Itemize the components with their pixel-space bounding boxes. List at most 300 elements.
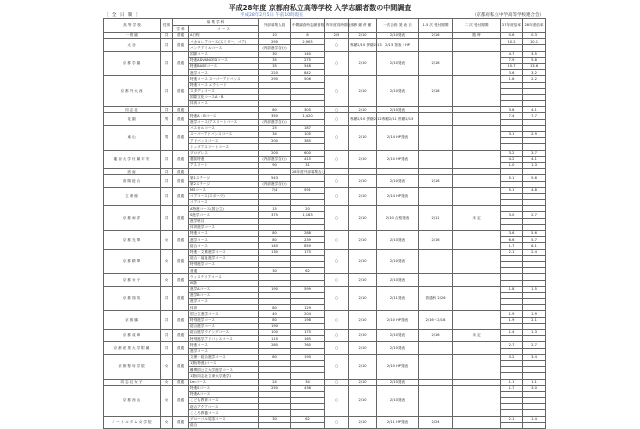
mid-period bbox=[419, 150, 453, 169]
ratio-28: 1.3 bbox=[523, 162, 546, 168]
ratio-27: 3.6 bbox=[501, 231, 523, 237]
school-name: 一燈園 bbox=[104, 33, 161, 39]
sex: 共 bbox=[161, 342, 173, 354]
applicants: 140 bbox=[291, 51, 325, 57]
second-period bbox=[453, 76, 501, 107]
quota: 80 bbox=[259, 107, 291, 113]
ratio-28: 13.6 bbox=[523, 63, 546, 69]
header-quota: 外部募集人員 bbox=[259, 19, 291, 33]
ratio-27: 1.8 bbox=[501, 76, 523, 82]
school-name: 京都産業大学附属 bbox=[104, 342, 161, 354]
compare: ○ bbox=[325, 206, 349, 231]
quota: 80 bbox=[259, 237, 291, 243]
applicants: 859 bbox=[291, 243, 325, 249]
course: こころ教養コース bbox=[189, 410, 259, 416]
sex: 共 bbox=[161, 107, 173, 113]
mid-period: 2/16 bbox=[419, 33, 453, 39]
ratio-27: 15.7 bbox=[501, 63, 523, 69]
mid-period: 2/16～2/18 bbox=[419, 311, 453, 330]
sex: 共 bbox=[161, 286, 173, 311]
first-announce: 2/10発表 bbox=[377, 249, 419, 274]
table-row bbox=[104, 175, 546, 181]
applicants: 600 bbox=[291, 150, 325, 156]
ratio-28: 1.1 bbox=[523, 379, 546, 385]
exam-date: 専願2/10 併願2/12 bbox=[349, 113, 377, 125]
ratio-28: 2.2 bbox=[523, 76, 546, 82]
table-row bbox=[104, 330, 546, 336]
table-row bbox=[104, 113, 546, 119]
quota: 15 bbox=[259, 206, 291, 212]
ratio-27: 1.7 bbox=[501, 243, 523, 249]
compare: ○ bbox=[325, 113, 349, 125]
sex: 男 bbox=[161, 113, 173, 125]
course: スタディコース bbox=[189, 88, 259, 94]
applicants: 415 bbox=[291, 156, 325, 162]
compare: ○ bbox=[325, 187, 349, 206]
course: バンテアミルコース bbox=[189, 45, 259, 51]
school-name: 同志社 bbox=[104, 107, 161, 113]
ratio-27: 3.6 bbox=[501, 70, 523, 76]
second-period: 未 定 bbox=[453, 330, 501, 342]
applicants: 187 bbox=[291, 125, 325, 131]
department: 普通 bbox=[173, 39, 189, 51]
school-name: 花園 bbox=[104, 113, 161, 125]
applicants: 165 bbox=[291, 336, 325, 342]
table-row bbox=[104, 249, 546, 255]
second-period bbox=[453, 39, 501, 51]
table-row bbox=[104, 51, 546, 57]
exam-date: 2/10 bbox=[349, 385, 377, 416]
page-title: 平成28年度 京都府私立高等学校 入学志願者数の中間調査 bbox=[228, 4, 412, 12]
quota: (内部進学含む) bbox=[259, 119, 291, 125]
ratio-27: 1.7 bbox=[501, 385, 523, 391]
section-label: ［ 全 日 制 ］ bbox=[104, 13, 142, 18]
mid-period bbox=[419, 249, 453, 274]
course: 総合コース bbox=[189, 243, 259, 249]
course: プログレス bbox=[189, 150, 259, 156]
sex: 共 bbox=[161, 206, 173, 231]
department: 普通 bbox=[173, 169, 189, 175]
second-period bbox=[453, 311, 501, 330]
applicants: 436 bbox=[291, 385, 325, 391]
applicants: 842 bbox=[291, 70, 325, 76]
ratio-27: 1.4 bbox=[501, 330, 523, 336]
quota: (内部進学含む) bbox=[259, 181, 291, 187]
school-name: 京都聖母学院 bbox=[104, 354, 161, 379]
quota: 200 bbox=[259, 150, 291, 156]
course: A日程 bbox=[189, 33, 259, 39]
quota: 24 bbox=[259, 379, 291, 385]
table-row bbox=[104, 231, 546, 237]
course: グローバル英語コース bbox=[189, 416, 259, 422]
sex: 女 bbox=[161, 274, 173, 286]
compare: 2/5 bbox=[325, 33, 349, 39]
school-name: 京都外大西 bbox=[104, 76, 161, 107]
department: 普通 bbox=[173, 175, 189, 187]
ratio-28: 6.1 bbox=[523, 243, 546, 249]
compare: ○ bbox=[325, 39, 349, 51]
course: MSコース bbox=[189, 187, 259, 193]
first-announce: 2/10発表 bbox=[377, 51, 419, 76]
ratio-27: 7.9 bbox=[501, 57, 523, 63]
table-row bbox=[104, 342, 546, 348]
school-name: 京都両洋 bbox=[104, 206, 161, 231]
compare: ○ bbox=[325, 231, 349, 250]
ratio-27: 3.0 bbox=[501, 212, 523, 218]
ratio-27: 1.9 bbox=[501, 317, 523, 323]
sex: 女 bbox=[161, 231, 173, 250]
ratio-28: 4.1 bbox=[523, 107, 546, 113]
quota: 280 bbox=[259, 342, 291, 348]
course: 1類(同志社立命大学進学) bbox=[189, 373, 259, 379]
ratio-28 bbox=[523, 422, 546, 428]
school-name: ノートルダム女学院 bbox=[104, 416, 161, 428]
applicants: 62 bbox=[291, 268, 325, 274]
applicants: 506 bbox=[291, 76, 325, 82]
table-row bbox=[104, 187, 546, 193]
ratio-28: 3.4 bbox=[523, 354, 546, 360]
table-row bbox=[104, 385, 546, 391]
sex: 共 bbox=[161, 76, 173, 107]
applicants: 1,420 bbox=[291, 113, 325, 119]
applicants-table bbox=[103, 18, 546, 429]
ratio-28: 3.2 bbox=[523, 70, 546, 76]
course: 特進コース エクシード bbox=[189, 82, 259, 88]
quota: 25 bbox=[259, 125, 291, 131]
quota: 80 bbox=[259, 354, 291, 360]
mid-period: 2/16 bbox=[419, 231, 453, 250]
compare: ○ bbox=[325, 274, 349, 286]
course: 特別進学アドバンスコース bbox=[189, 336, 259, 342]
course: 国際文化コースA・B bbox=[189, 94, 259, 100]
first-announce: 2/10発表 bbox=[377, 342, 419, 354]
quota: 35 bbox=[259, 57, 291, 63]
header-first: 一次合格 発 表 日 bbox=[377, 19, 419, 33]
mid-period bbox=[419, 354, 453, 379]
compare: ○ bbox=[325, 379, 349, 385]
exam-date: 2/10 bbox=[349, 311, 377, 330]
applicants: 548 bbox=[291, 63, 325, 69]
second-period bbox=[453, 125, 501, 150]
header-course: コ ー ス bbox=[189, 26, 259, 33]
table-row bbox=[104, 274, 546, 280]
course: こども教育コース bbox=[189, 398, 259, 404]
ratio-27: 3.2 bbox=[501, 354, 523, 360]
quota: 375 bbox=[259, 212, 291, 218]
first-announce: 2/10発表 bbox=[377, 379, 419, 385]
table-row bbox=[104, 125, 546, 131]
second-period bbox=[453, 416, 501, 428]
first-announce: 2/11発表 bbox=[377, 286, 419, 311]
ratio-28: 5.8 bbox=[523, 57, 546, 63]
quota: 290 bbox=[259, 76, 291, 82]
course: 総合 bbox=[189, 422, 259, 428]
second-period bbox=[453, 231, 501, 250]
quota: 115 bbox=[259, 336, 291, 342]
school-name: 立命館 bbox=[104, 187, 161, 206]
exam-date: 2/10 bbox=[349, 125, 377, 150]
course: 特進BASEコース bbox=[189, 63, 259, 69]
ratio-28: 3.7 bbox=[523, 150, 546, 156]
applicants: 591 bbox=[291, 187, 325, 193]
exam-date: 2/10 bbox=[349, 249, 377, 274]
course: 1類(特進)コース bbox=[189, 360, 259, 366]
course: 体育 bbox=[189, 305, 259, 311]
table-body bbox=[104, 33, 546, 429]
exam-date: 2/10 bbox=[349, 330, 377, 342]
course: 進学コース/アスリートコース bbox=[189, 119, 259, 125]
course: バカロレアコース(スミダー、ゴア) bbox=[189, 39, 259, 45]
quota: 190 bbox=[259, 286, 291, 292]
compare: ○ bbox=[325, 249, 349, 274]
course: 進学コース bbox=[189, 299, 259, 305]
compare: ○ bbox=[325, 416, 349, 428]
table-row bbox=[104, 286, 546, 292]
sex: 共 bbox=[161, 150, 173, 169]
ratio-28: 4.1 bbox=[523, 156, 546, 162]
school-name: 京都成章 bbox=[104, 330, 161, 342]
course: 国公立進学コース bbox=[189, 311, 259, 317]
course: 特別進学コース bbox=[189, 317, 259, 323]
ratio-28: 3.5 bbox=[523, 51, 546, 57]
course: アスリート bbox=[189, 162, 259, 168]
ratio-28: 1.9 bbox=[523, 311, 546, 317]
course: 選抜特進 bbox=[189, 156, 259, 162]
course: コアコース bbox=[189, 200, 259, 206]
quota: (内部進学含む) bbox=[259, 156, 291, 162]
compare: ○ bbox=[325, 175, 349, 187]
sex: 女 bbox=[161, 385, 173, 416]
header-exam: 専 願 併 願 bbox=[349, 19, 377, 33]
second-period: 随 時 bbox=[453, 33, 501, 39]
department: 普通 bbox=[173, 33, 189, 39]
department: 普通 bbox=[173, 286, 189, 311]
course: ウィステリアコース bbox=[189, 274, 259, 280]
course: アドバンスコース bbox=[189, 138, 259, 144]
first-announce: 2/10発表 bbox=[377, 76, 419, 107]
second-period bbox=[453, 187, 501, 206]
exam-date: 2/10 bbox=[349, 342, 377, 354]
ratio-28: 2.9 bbox=[523, 132, 546, 138]
department: 普通 bbox=[173, 76, 189, 107]
sex: 女 bbox=[161, 416, 173, 428]
department: 普通 bbox=[173, 51, 189, 76]
ratio-27: 10.2 bbox=[501, 39, 523, 45]
mid-period bbox=[419, 187, 453, 206]
sex: 女 bbox=[161, 249, 173, 274]
applicants: 288 bbox=[291, 231, 325, 237]
compare: ○ bbox=[325, 286, 349, 311]
ratio-28: 2.7 bbox=[523, 212, 546, 218]
department: 普通 bbox=[173, 231, 189, 250]
exam-date: 2/10 bbox=[349, 150, 377, 169]
course: 総合・福祉進学コース bbox=[189, 255, 259, 261]
mid-period: 2/24 bbox=[419, 416, 453, 428]
course: 第1ステージ bbox=[189, 175, 259, 181]
ratio-28: 1.5 bbox=[523, 286, 546, 292]
header-r27: 27年度倍率 bbox=[501, 19, 523, 33]
department: 普通 bbox=[173, 354, 189, 379]
sex: 共 bbox=[161, 169, 173, 175]
exam-date: 2/10 bbox=[349, 107, 377, 113]
ratio-28: 5.6 bbox=[523, 175, 546, 181]
school-name: 京都女子 bbox=[104, 274, 161, 286]
course: 総合アクアコース bbox=[189, 404, 259, 410]
quota: 80 bbox=[259, 231, 291, 237]
applicants: 198 bbox=[291, 317, 325, 323]
header-applicants: 中間調査時志願者数 bbox=[291, 19, 325, 33]
applicants: 175 bbox=[291, 249, 325, 255]
ratio-27: 1.1 bbox=[501, 379, 523, 385]
mid-period: 2/18 bbox=[419, 51, 453, 76]
course: 国際コース bbox=[189, 51, 259, 57]
ratio-27: 2.1 bbox=[501, 249, 523, 255]
ratio-27: 5.1 bbox=[501, 187, 523, 193]
department: 普通 bbox=[173, 342, 189, 354]
first-announce: 2/10発表 bbox=[377, 274, 419, 286]
ratio-27: 1.9 bbox=[501, 311, 523, 317]
exam-date: 2/10 bbox=[349, 286, 377, 311]
course: 特進コース bbox=[189, 342, 259, 348]
ratio-28: 2.4 bbox=[523, 249, 546, 255]
course: 難関国公立大学進学コース bbox=[189, 367, 259, 373]
exam-date: 2/10 bbox=[349, 187, 377, 206]
school-name: 京都学園 bbox=[104, 51, 161, 76]
header-compare: 昨年度同時期比較 bbox=[325, 19, 349, 33]
course: 進学コース bbox=[189, 237, 259, 243]
applicants: 31 bbox=[291, 162, 325, 168]
table-row bbox=[104, 76, 546, 82]
ratio-27: 4.7 bbox=[501, 51, 523, 57]
quota: 7/4 bbox=[259, 187, 291, 193]
ratio-28: 7.7 bbox=[523, 113, 546, 119]
course: 進学コース bbox=[189, 348, 259, 354]
first-announce: 2/10発表 bbox=[377, 385, 419, 416]
department: 普通 bbox=[173, 416, 189, 428]
ratio-27: 0.6 bbox=[501, 33, 523, 39]
table-row bbox=[104, 311, 546, 317]
first-announce: 2/14 HP発表 bbox=[377, 187, 419, 206]
course: 進学コース bbox=[189, 70, 259, 76]
table-row bbox=[104, 354, 546, 360]
mid-period bbox=[419, 113, 453, 125]
quota: 10 bbox=[259, 33, 291, 39]
sex: 共 bbox=[161, 39, 173, 51]
table-row bbox=[104, 206, 546, 212]
course: スーパーアドバンスコース bbox=[189, 132, 259, 138]
mid-period bbox=[419, 39, 453, 51]
school-name: 京都翔英 bbox=[104, 286, 161, 311]
table-row bbox=[104, 416, 546, 422]
sex: 共 bbox=[161, 330, 173, 342]
header-mid: 1.5 次 受付期間 bbox=[419, 19, 453, 33]
sex: 女 bbox=[161, 354, 173, 379]
compare: ○ bbox=[325, 342, 349, 354]
compare: ○ bbox=[325, 76, 349, 107]
ratio-27: 4.2 bbox=[501, 156, 523, 162]
department: 普通 bbox=[173, 385, 189, 416]
sex: 女 bbox=[161, 379, 173, 385]
ratio-28: 2.7 bbox=[523, 342, 546, 348]
first-announce: 2/10 HP発表 bbox=[377, 150, 419, 169]
ratio-28: 10.1 bbox=[523, 39, 546, 45]
department: 普通 bbox=[173, 330, 189, 342]
course: 第2ステージ bbox=[189, 181, 259, 187]
applicants: 129 bbox=[291, 305, 325, 311]
sex: 共 bbox=[161, 175, 173, 187]
table-row bbox=[104, 150, 546, 156]
applicants: 599 bbox=[291, 286, 325, 292]
quota: 30 bbox=[259, 416, 291, 422]
course: A特進コース(国公立) bbox=[189, 206, 259, 212]
exam-date: 2/10 bbox=[349, 51, 377, 76]
course: 特進Sコース bbox=[189, 385, 259, 391]
applicants: 239 bbox=[291, 237, 325, 243]
course: 特進A・Bコース bbox=[189, 113, 259, 119]
course: パスカルコース bbox=[189, 125, 259, 131]
mid-period: 2/16 bbox=[419, 330, 453, 342]
course: 体育コース bbox=[189, 101, 259, 107]
exam-date: 2/10 bbox=[349, 416, 377, 428]
applicants: 275 bbox=[291, 57, 325, 63]
first-announce: 2/10発表 bbox=[377, 33, 419, 39]
mid-period bbox=[419, 274, 453, 286]
header-second: 二 次 受付期間 bbox=[453, 19, 501, 33]
compare: ○ bbox=[325, 330, 349, 342]
quota: 80 bbox=[259, 305, 291, 311]
quota: 90 bbox=[259, 162, 291, 168]
ratio-27: 6.6 bbox=[501, 237, 523, 243]
compare: ○ bbox=[325, 385, 349, 416]
school-name: 京都光華 bbox=[104, 231, 161, 250]
ratio-27: 3.1 bbox=[501, 132, 523, 138]
course: Lmコース bbox=[189, 379, 259, 385]
header-sex: 性別 bbox=[161, 19, 173, 33]
exam-date: 2/10 bbox=[349, 354, 377, 379]
second-period bbox=[453, 175, 501, 187]
ratio-27: 2.1 bbox=[501, 416, 523, 422]
exam-date: 2/10 bbox=[349, 379, 377, 385]
applicants: 385 bbox=[291, 138, 325, 144]
applicants: 305 bbox=[291, 107, 325, 113]
department: 普通 bbox=[173, 113, 189, 125]
first-announce: 2/10発表 bbox=[377, 107, 419, 113]
course: 進学科目 bbox=[189, 218, 259, 224]
first-announce: 2/10 HP発表 bbox=[377, 311, 419, 330]
course: 総合進学ウイングコース bbox=[189, 330, 259, 336]
school-name: 洛南 bbox=[104, 169, 161, 175]
course: トップアスリートコース bbox=[189, 144, 259, 150]
quota: 130 bbox=[259, 249, 291, 255]
compare: ○ bbox=[325, 107, 349, 113]
applicants: 190 bbox=[291, 354, 325, 360]
department: 普通 bbox=[173, 379, 189, 385]
ratio-28: 0.3 bbox=[523, 33, 546, 39]
applicants bbox=[291, 422, 325, 428]
header-group: 募 集 学 科 bbox=[173, 19, 259, 26]
school-name: 龍谷大学付属平安 bbox=[104, 150, 161, 169]
sex: 共 bbox=[161, 33, 173, 39]
school-name: 京都西山 bbox=[104, 385, 161, 416]
ratio-27 bbox=[501, 422, 523, 428]
first-announce: 2/10発表 bbox=[377, 175, 419, 187]
ratio-27: 1.8 bbox=[501, 286, 523, 292]
mid-period: 2/11 bbox=[419, 206, 453, 231]
quota: 100 bbox=[259, 330, 291, 336]
header-school: 高 等 学 校 bbox=[104, 19, 161, 33]
mid-period: 2/18 bbox=[419, 76, 453, 107]
quota: 200 bbox=[259, 138, 291, 144]
